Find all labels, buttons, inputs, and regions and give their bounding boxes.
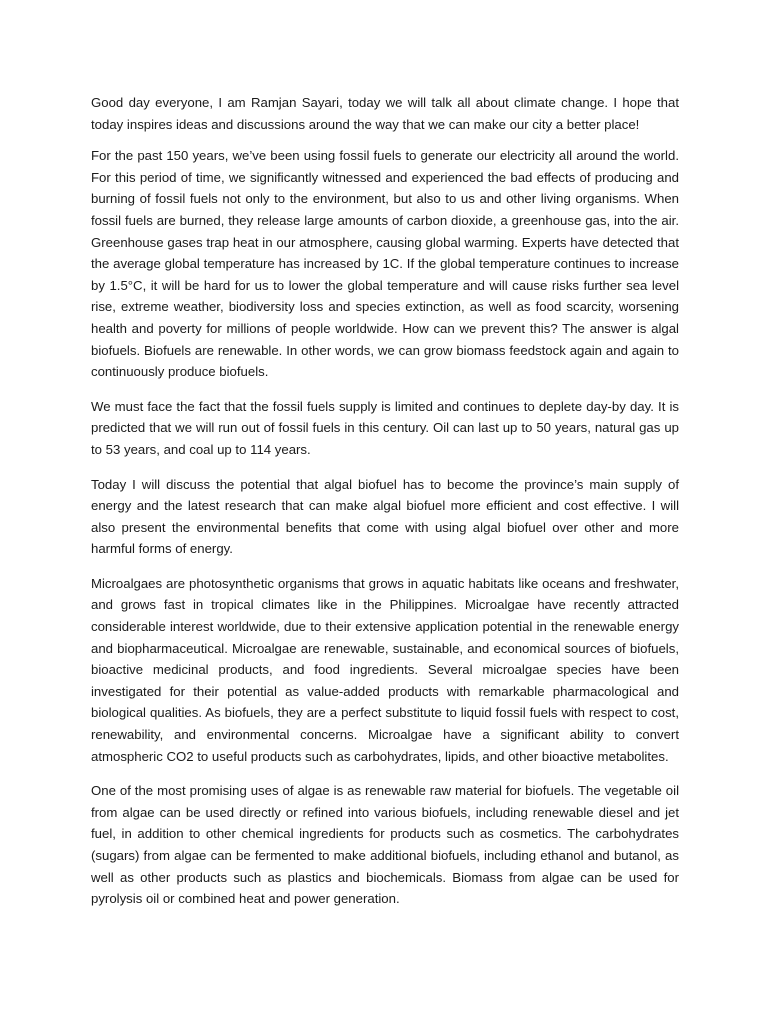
paragraph-fossil-fuel-supply: We must face the fact that the fossil fuels supply is limited and continues to deplete day-by day. It is predicted that we will run out of fossil fuels in this century. Oil can last up to 50 years, natural gas up to 53 years, and coal up to 114 years.	[91, 398, 679, 457]
paragraph-algae-uses: One of the most promising uses of algae is as renewable raw material for biofuels. The vegetable oil from algae can be used directly or refined into various biofuels, including renewable diesel and jet fuel, in addition to other chemical ingredients for products such as cosmetics. The carbohydrates (sugars) from algae can be fermented to make additional biofuels, including ethanol and butanol, as well as other products such as plastics and biochemicals. Biomass from algae can be used for pyrolysis oil or combined heat and power generation.	[91, 783, 679, 907]
paragraph-fossil-fuels-history: For the past 150 years, we’ve been using fossil fuels to generate our electricity all around the world. For this period of time, we significantly witnessed and experienced the bad effects of producing and burning of fossil fuels not only to the environment, but also to us and other living organisms. When fossil fuels are burned, they release large amounts of carbon dioxide, a greenhouse gas, into the air. Greenhouse gases trap heat in our atmosphere, causing global warming. Experts have detected that the average global temperature has increased by 1C. If the global temperature continues to increase by 1.5°C, it will be hard for us to lower the global temperature and will cause risks further sea level rise, extreme weather, biodiversity loss and species extinction, as well as food scarcity, worsening health and poverty for millions of people worldwide. How can we prevent this? The answer is algal biofuels. Biofuels are renewable. In other words, we can grow biomass feedstock again and again to continuously produce biofuels.	[91, 148, 679, 380]
paragraph-introduction: Good day everyone, I am Ramjan Sayari, today we will talk all about climate change. I hope that today inspires ideas and discussions around the way that we can make our city a better place!	[91, 95, 679, 132]
paragraph-microalgae: Microalgaes are photosynthetic organisms that grows in aquatic habitats like oceans and freshwater, and grows fast in tropical climates like in the Philippines. Microalgae have recently attracted considerable interest worldwide, due to their extensive application potential in the renewable energy and biopharmaceutical. Microalgae are renewable, sustainable, and economical sources of biofuels, bioactive medicinal products, and food ingredients. Several microalgae species have been investigated for their potential as value-added products with remarkable pharmacological and biological qualities. As biofuels, they are a perfect substitute to liquid fossil fuels with respect to cost, renewability, and environmental concerns. Microalgae have a significant ability to convert atmospheric CO2 to useful products such as carbohydrates, lipids, and other bioactive metabolites.	[91, 575, 679, 764]
paragraph-discussion-outline: Today I will discuss the potential that algal biofuel has to become the province’s main supply of energy and the latest research that can make algal biofuel more efficient and cost effective. I will also present the environmental benefits that come with using algal biofuel over other and more harmful forms of energy.	[91, 476, 679, 557]
document-body	[91, 92, 679, 910]
